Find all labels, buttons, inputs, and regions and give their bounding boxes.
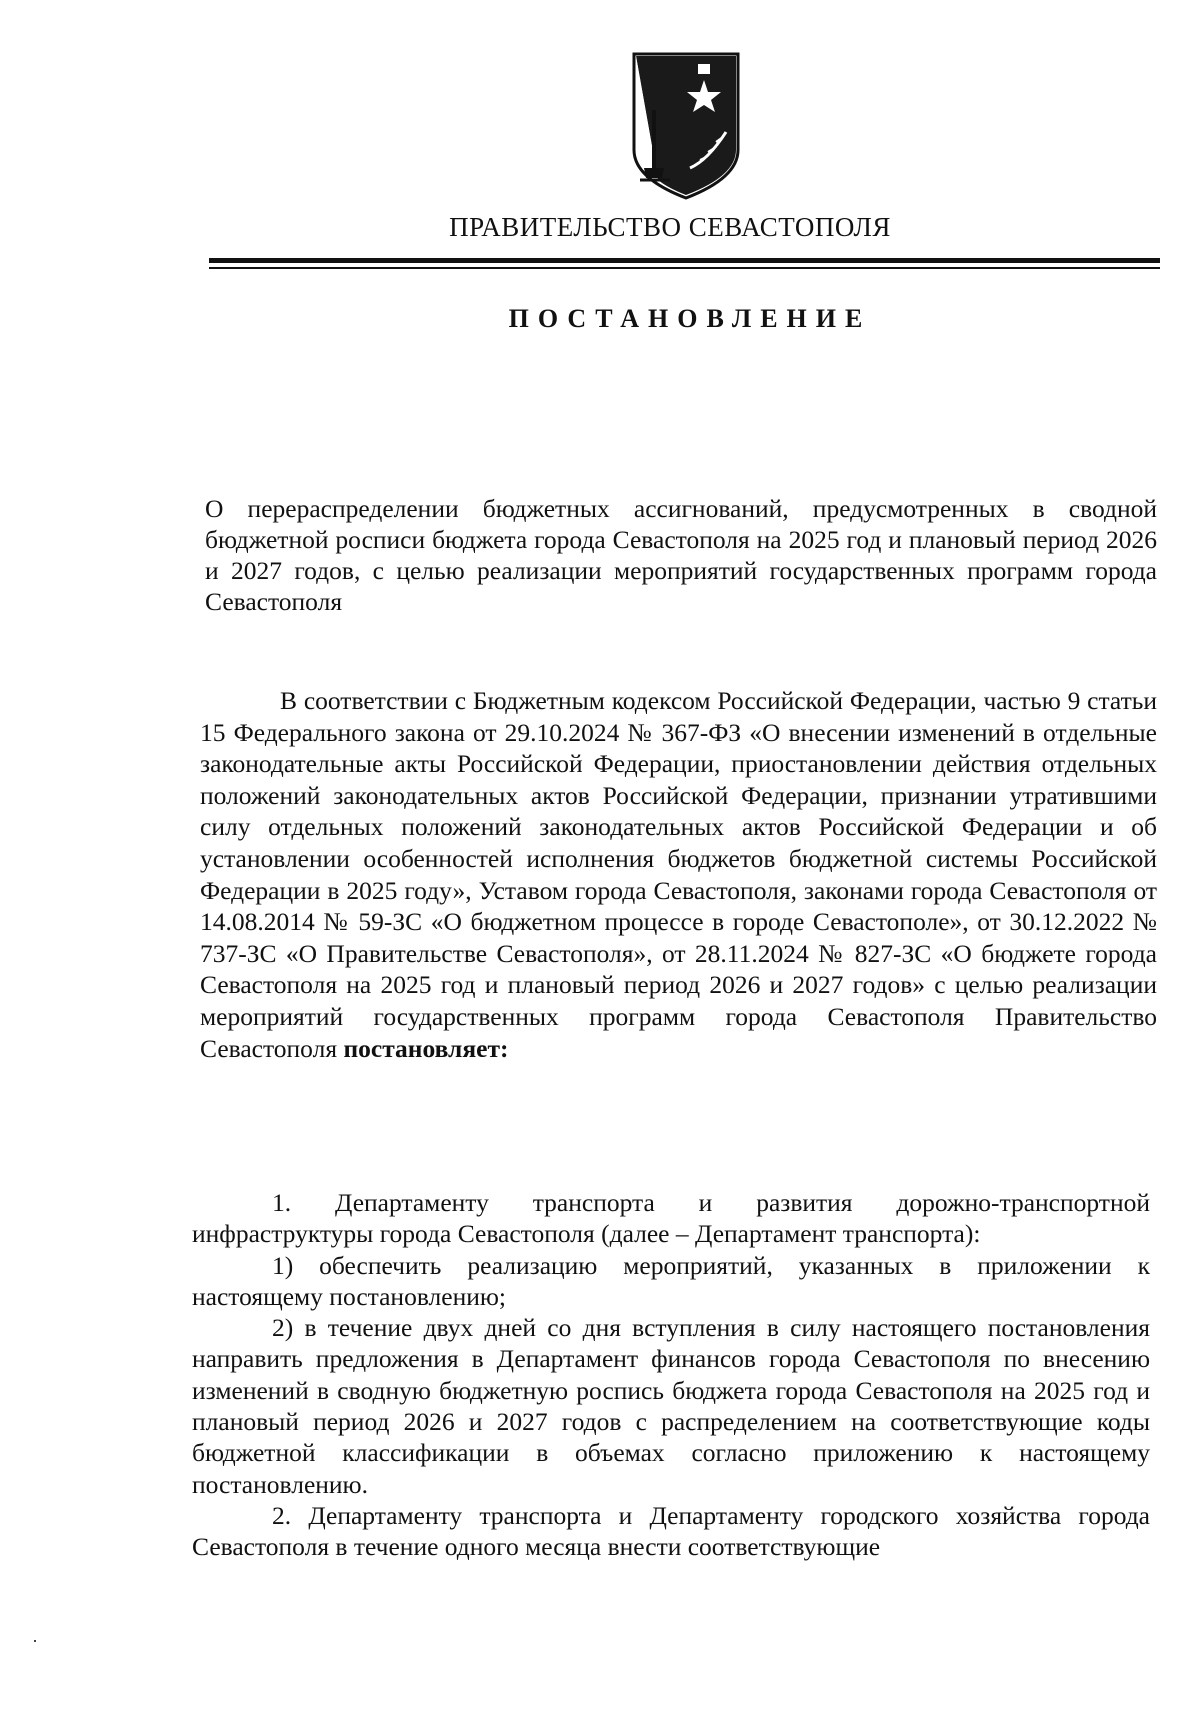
decree-item: 1. Департаменту транспорта и развития дорожно-транспортной инфраструктуры города Севастополя (далее – Департамент транспорта): bbox=[192, 1188, 1150, 1249]
preamble bbox=[200, 685, 1157, 1064]
header-divider-thin bbox=[209, 267, 1160, 269]
decree-word: постановляет: bbox=[343, 1033, 509, 1063]
preamble-text: В соответствии с Бюджетным кодексом Российской Федерации, частью 9 статьи 15 Федерального закона от 29.10.2024 № 367-ФЗ «О внесении изменений в отдельные законодательные акты Российской Федерации, приостановлении действия отдельных положений законодательных актов Российской Федерации, признании утратившими силу отдельных положений законодательных актов Российской Федерации и об установлении особенностей исполнения бюджетов бюджетной системы Российской Федерации в 2025 году», Уставом города Севастополя, законами города Севастополя от 14.08.2014 № 59-ЗС «О бюджетном процессе в городе Севастополе», от 30.12.2022 № 737-ЗС «О Правительстве Севастополя», от 28.11.2024 № 827-ЗС «О бюджете города Севастополя на 2025 год и плановый период 2026 и 2027 годов» с целью реализации мероприятий государственных программ города Севастополя Правительство Севастополя bbox=[200, 686, 1157, 1063]
scan-speck bbox=[34, 1640, 36, 1642]
decree-item: 2. Департаменту транспорта и Департаменту городского хозяйства города Севастополя в течение одного месяца внести соответствующие bbox=[192, 1500, 1150, 1562]
decree-item: 1) обеспечить реализацию мероприятий, указанных в приложении к настоящему постановлению; bbox=[192, 1250, 1150, 1311]
header-divider-thick bbox=[209, 258, 1160, 263]
document-type-heading: ПОСТАНОВЛЕНИЕ bbox=[508, 304, 872, 333]
government-title: ПРАВИТЕЛЬСТВО СЕВАСТОПОЛЯ bbox=[449, 212, 891, 242]
decree-item: 2) в течение двух дней со дня вступления в силу настоящего постановления направить предложения в Департамент финансов города Севастополя по внесению изменений в сводную бюджетную роспись бюджета города Севастополя на 2025 год и плановый период 2026 и 2027 годов с распределением на соответствующие коды бюджетной классификации в объемах согласно приложению к настоящему постановлению. bbox=[192, 1313, 1150, 1499]
preamble-paragraph bbox=[200, 685, 1157, 1064]
decree-items bbox=[192, 1187, 1150, 1563]
coat-of-arms-icon bbox=[628, 50, 744, 202]
document-subject: О перераспределении бюджетных ассигнований, предусмотренных в сводной бюджетной росписи бюджета города Севастополя на 2025 год и плановый период 2026 и 2027 годов, с целью реализации мероприятий государственных программ города Севастополя bbox=[205, 494, 1157, 616]
